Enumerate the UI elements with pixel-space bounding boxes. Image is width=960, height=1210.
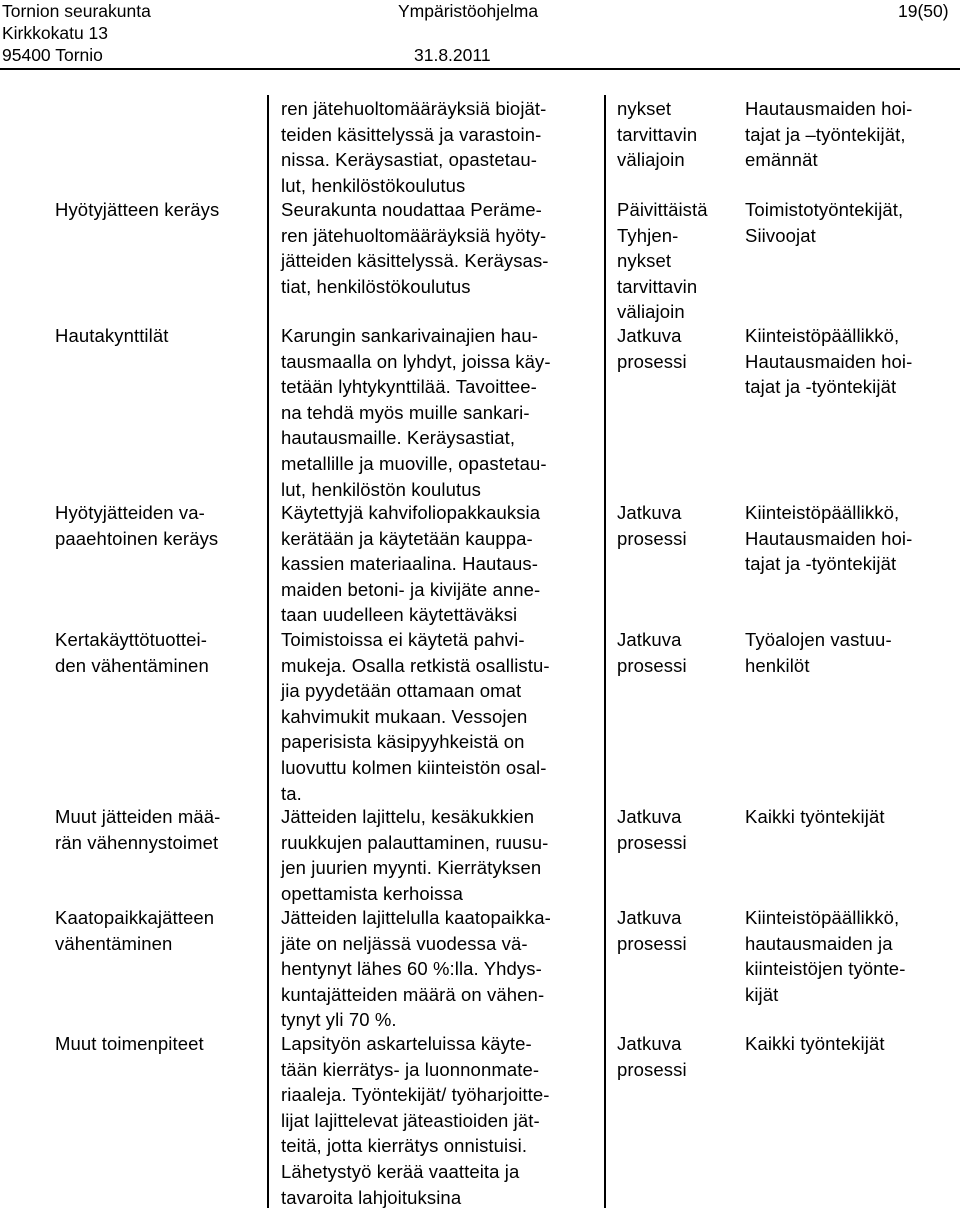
topic-cell: Hyötyjätteen keräys xyxy=(55,199,220,220)
responsible-cell: Työalojen vastuu- henkilöt xyxy=(745,629,892,676)
street-address: Kirkkokatu 13 xyxy=(2,23,109,43)
responsible-cell: Hautausmaiden hoi- tajat ja –työntekijät, emännät xyxy=(745,98,913,171)
postal-address: 95400 Tornio xyxy=(2,45,103,65)
responsible-cell: Kaikki työntekijät xyxy=(745,806,885,827)
action-cell: Seurakunta noudattaa Peräme- ren jätehuoltomääräyksiä hyöty- jätteiden käsittelyssä. Keräysas- tiat, henkilöstökoulutus xyxy=(281,199,549,297)
table-divider-middle xyxy=(604,95,606,1208)
action-cell: Jätteiden lajittelu, kesäkukkien ruukkujen palauttaminen, ruusu- jen juurien myynti. Kierrätyksen opettamista kerhoissa xyxy=(281,806,549,904)
topic-cell: Hyötyjätteiden va- paaehtoinen keräys xyxy=(55,502,219,549)
schedule-cell: Jatkuva prosessi xyxy=(617,907,687,954)
schedule-cell: Jatkuva prosessi xyxy=(617,629,687,676)
page-number: 19(50) xyxy=(898,1,949,21)
action-cell: Jätteiden lajittelulla kaatopaikka- jäte on neljässä vuodessa vä- hentynyt lähes 60 %:lla. Yhdys- kuntajätteiden määrä on vähen- tynyt yli 70 %. xyxy=(281,907,551,1031)
topic-cell: Kaatopaikkajätteen vähentäminen xyxy=(55,907,215,954)
schedule-cell: Jatkuva prosessi xyxy=(617,502,687,549)
header-divider xyxy=(0,68,960,70)
responsible-cell: Kaikki työntekijät xyxy=(745,1033,885,1054)
topic-cell: Muut jätteiden mää- rän vähennystoimet xyxy=(55,806,221,853)
responsible-cell: Toimistotyöntekijät, Siivoojat xyxy=(745,199,904,246)
schedule-cell: nykset tarvittavin väliajoin xyxy=(617,98,698,171)
document-title: Ympäristöohjelma xyxy=(398,1,539,21)
schedule-cell: Jatkuva prosessi xyxy=(617,325,687,372)
action-cell: Lapsityön askarteluissa käyte- tään kierrätys- ja luonnonmate- riaaleja. Työntekijät/ työharjoitte- lijat lajittelevat jäteastioiden jät- teitä, jotta kierrätys onnistuisi. Lähetystyö kerää vaatteita ja tavaroita lahjoituksina xyxy=(281,1033,550,1208)
schedule-cell: Päivittäistä Tyhjen- nykset tarvittavin väliajoin xyxy=(617,199,708,323)
table-divider-left xyxy=(267,95,269,1208)
topic-cell: Hautakynttilät xyxy=(55,325,169,346)
action-cell: Karungin sankarivainajien hau- tausmaalla on lyhdyt, joissa käy- tetään lyhtykynttilää. Tavoittee- na tehdä myös muille sankari- hautausmaille. Keräysastiat, metallille ja muoville, opastetau- lut, henkilöstön koulutus xyxy=(281,325,551,500)
responsible-cell: Kiinteistöpäällikkö, Hautausmaiden hoi- tajat ja -työntekijät xyxy=(745,325,913,398)
responsible-cell: Kiinteistöpäällikkö, Hautausmaiden hoi- tajat ja -työntekijät xyxy=(745,502,913,575)
action-cell: ren jätehuoltomääräyksiä biojät- teiden käsittelyssä ja varastoin- nissa. Keräysastiat, opastetau- lut, henkilöstökoulutus xyxy=(281,98,547,196)
responsible-cell: Kiinteistöpäällikkö, hautausmaiden ja kiinteistöjen työnte- kijät xyxy=(745,907,906,1005)
action-cell: Käytettyjä kahvifoliopakkauksia kerätään ja käytetään kauppa- kassien materiaalina. Hautaus- maiden betoni- ja kivijäte anne- taan uudelleen käytettäväksi xyxy=(281,502,541,626)
topic-cell: Kertakäyttötuottei- den vähentäminen xyxy=(55,629,209,676)
document-date: 31.8.2011 xyxy=(414,45,491,65)
action-cell: Toimistoissa ei käytetä pahvi- mukeja. Osalla retkistä osallistu- jia pyydetään ottamaan omat kahvimukit mukaan. Vessojen paperisista käsipyyhkeistä on luovuttu kolmen kiinteistön osal- ta. xyxy=(281,629,550,804)
topic-cell: Muut toimenpiteet xyxy=(55,1033,204,1054)
schedule-cell: Jatkuva prosessi xyxy=(617,806,687,853)
schedule-cell: Jatkuva prosessi xyxy=(617,1033,687,1080)
organization-name: Tornion seurakunta xyxy=(2,1,151,21)
